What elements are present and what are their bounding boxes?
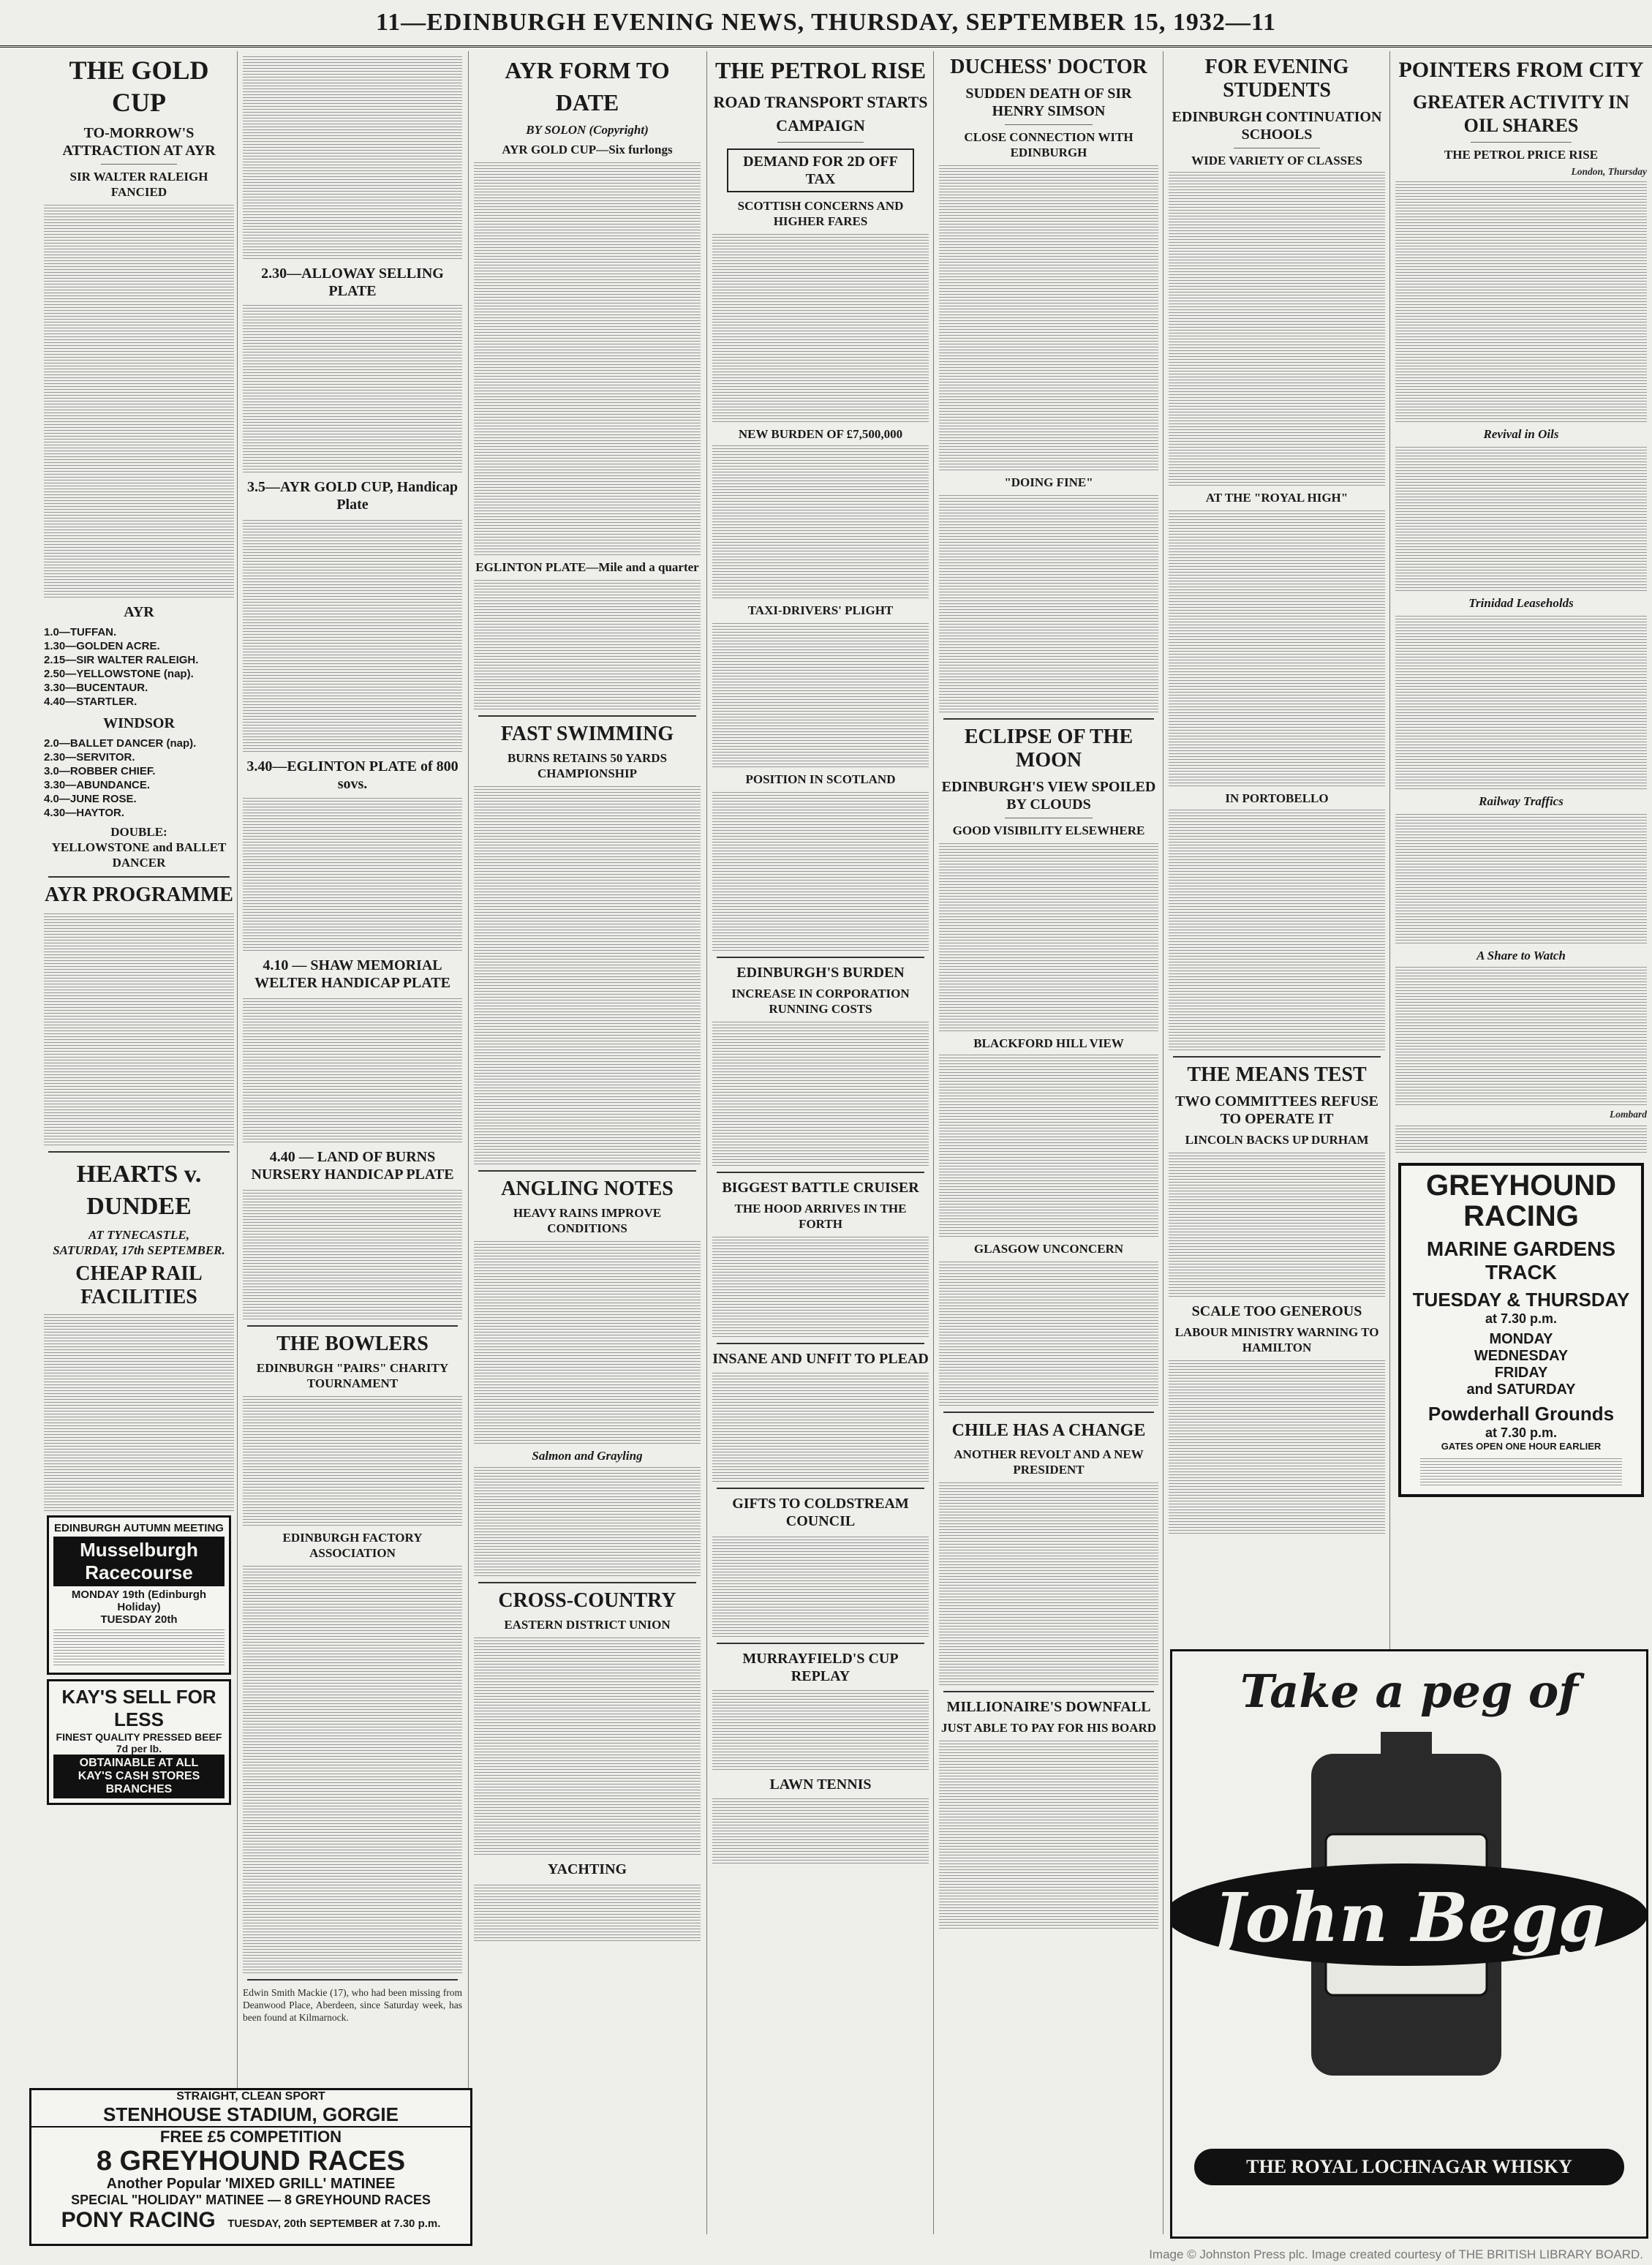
article-body: [939, 841, 1158, 1031]
race-card: [243, 54, 462, 259]
race-card: [243, 797, 462, 951]
headline-petrol-rise: THE PETROL RISE: [714, 57, 927, 83]
article-body: [1395, 812, 1647, 943]
headline-means-test: THE MEANS TEST: [1187, 1063, 1367, 1086]
race-card: [243, 304, 462, 472]
subheading-scottish-concerns: SCOTTISH CONCERNS AND HIGHER FARES: [737, 199, 904, 228]
column-rule: [468, 51, 469, 2234]
ad-line-1: Take a peg of: [1240, 1665, 1578, 1718]
autumn-line-2: Musselburgh Racecourse: [53, 1537, 225, 1586]
subheading-revolt: ANOTHER REVOLT AND A NEW PRESIDENT: [954, 1447, 1144, 1477]
headline-battle-cruiser: BIGGEST BATTLE CRUISER: [722, 1180, 919, 1196]
subheading-scale: SCALE TOO GENEROUS: [1191, 1303, 1362, 1319]
windsor-selections: 2.0—BALLET DANCER (nap). 2.30—SERVITOR. 3.0—ROBBER CHIEF. 3.30—ABUNDANCE. 4.0—JUNE ROSE. 4.30—HAYTOR.: [44, 737, 197, 819]
headline-angling: ANGLING NOTES: [501, 1177, 674, 1200]
race-card: [243, 1188, 462, 1319]
grey-line-4: at 7.30 p.m.: [1485, 1311, 1558, 1326]
subheading-clouds: EDINBURGH'S VIEW SPOILED BY CLOUDS: [941, 779, 1156, 813]
subheading-watch: A Share to Watch: [1476, 949, 1566, 962]
subheading-salmon: Salmon and Grayling: [532, 1449, 643, 1463]
stadium-line-8: TUESDAY, 20th SEPTEMBER at 7.30 p.m.: [227, 2217, 441, 2230]
article-body: [474, 784, 701, 1164]
article-body: [712, 445, 929, 598]
subheading-close-connection: CLOSE CONNECTION WITH EDINBURGH: [964, 130, 1134, 159]
headline-murrayfield: MURRAYFIELD'S CUP REPLAY: [742, 1651, 899, 1684]
ad-line-3: THE ROYAL LOCHNAGAR WHISKY: [1194, 2149, 1624, 2185]
autumn-meeting-ad: [47, 1515, 231, 1675]
subheading-blackford: BLACKFORD HILL VIEW: [973, 1036, 1124, 1050]
stadium-line-6: SPECIAL "HOLIDAY" MATINEE — 8 GREYHOUND RACES: [71, 2193, 431, 2207]
subheading-doing-fine: "DOING FINE": [1004, 475, 1093, 489]
subheading-glasgow: GLASGOW UNCONCERN: [973, 1242, 1124, 1256]
subheading-demand: DEMAND FOR 2D OFF TAX: [727, 148, 914, 192]
ayr-selections: 1.0—TUFFAN. 1.30—GOLDEN ACRE. 2.15—SIR WALTER RALEIGH. 2.50—YELLOWSTONE (nap). 3.30—BUCENTAUR. 4.40—STARTLER.: [44, 626, 199, 708]
subheadline-attraction: TO-MORROW'S ATTRACTION AT AYR: [62, 125, 216, 159]
subheading-position: POSITION IN SCOTLAND: [745, 772, 896, 786]
grey-line-8: GATES OPEN ONE HOUR EARLIER: [1441, 1441, 1602, 1452]
race-heading-eglinton: 3.40—EGLINTON PLATE of 800 sovs.: [246, 758, 459, 792]
article-body: [712, 1235, 929, 1337]
article-body: [712, 790, 929, 951]
subheading-eastern: EASTERN DISTRICT UNION: [504, 1618, 671, 1632]
article-body: [939, 1259, 1158, 1406]
column-4: [712, 51, 929, 2238]
subheading-variety: WIDE VARIETY OF CLASSES: [1191, 154, 1362, 167]
headline-evening-students: FOR EVENING STUDENTS: [1204, 56, 1349, 102]
article-body: [939, 493, 1158, 712]
kilmarnock-item: Edwin Smith Mackie (17), who had been missing from Deanwood Place, Aberdeen, since Saturday week, has been found at Kilmarnock.: [243, 1987, 462, 2023]
article-body: [1169, 508, 1385, 786]
windsor-heading: WINDSOR: [103, 715, 175, 731]
dateline: London, Thursday: [1571, 166, 1647, 177]
article-body: [1169, 1358, 1385, 1534]
article-body: [939, 1054, 1158, 1237]
autumn-line-1: EDINBURGH AUTUMN MEETING: [54, 1522, 224, 1534]
article-body: [44, 203, 234, 598]
article-body: [243, 1394, 462, 1526]
subheading-continuation: EDINBURGH CONTINUATION SCHOOLS: [1172, 109, 1382, 143]
article-body: [474, 1239, 701, 1444]
ayr-heading: AYR: [124, 604, 154, 620]
headline-pointers-city: POINTERS FROM CITY: [1398, 58, 1644, 82]
subheading-new-burden: NEW BURDEN OF £7,500,000: [738, 427, 903, 441]
signature-lombard: Lombard: [1609, 1109, 1647, 1120]
column-5: [939, 51, 1158, 2238]
factory-heading: EDINBURGH FACTORY ASSOCIATION: [282, 1531, 423, 1560]
john-begg-ad: [1170, 1649, 1648, 2239]
stadium-line-5: Another Popular 'MIXED GRILL' MATINEE: [106, 2176, 396, 2192]
headline-duchess-doctor: DUCHESS' DOCTOR: [950, 56, 1147, 78]
article-body: [712, 1689, 929, 1770]
grey-line-7: at 7.30 p.m.: [1485, 1425, 1558, 1440]
form-list: [474, 578, 701, 709]
stadium-line-3: FREE £5 COMPETITION: [159, 2128, 342, 2146]
greyhound-racing-ad: [1398, 1163, 1644, 1497]
headline-gold-cup: THE GOLD CUP: [69, 56, 209, 117]
column-rule: [933, 51, 934, 2234]
article-body: [712, 1372, 929, 1482]
subheading-eglinton: EGLINTON PLATE—Mile and a quarter: [475, 560, 699, 574]
kays-ad: [47, 1679, 231, 1805]
subheading-hood: THE HOOD ARRIVES IN THE FORTH: [734, 1202, 907, 1231]
article-body: [474, 1635, 701, 1855]
article-body: [1169, 809, 1385, 1050]
race-heading-gold-cup: 3.5—AYR GOLD CUP, Handicap Plate: [246, 479, 459, 513]
article-body: [712, 1798, 929, 1863]
subheading-revival: Revival in Oils: [1483, 427, 1559, 441]
article-body: [1169, 171, 1385, 486]
copyright-watermark: Image © Johnston Press plc. Image created courtesy of THE BRITISH LIBRARY BOARD.: [1149, 2247, 1643, 2261]
column-rule: [706, 51, 707, 2234]
article-body: [1395, 181, 1647, 422]
stenhouse-stadium-ad: [29, 2088, 472, 2246]
subheading-portobello: IN PORTOBELLO: [1225, 791, 1329, 805]
subheading-gold-cup: AYR GOLD CUP—Six furlongs: [502, 143, 673, 157]
kays-line-2: FINEST QUALITY PRESSED BEEF 7d per lb.: [56, 1731, 222, 1755]
form-list: [474, 160, 701, 555]
article-body: [712, 621, 929, 767]
subheading-road-transport: ROAD TRANSPORT STARTS CAMPAIGN: [713, 93, 928, 135]
autumn-line-3: MONDAY 19th (Edinburgh Holiday) TUESDAY 20th: [71, 1588, 207, 1626]
stadium-line-4: 8 GREYHOUND RACES: [96, 2146, 406, 2177]
subheading-refuse: TWO COMMITTEES REFUSE TO OPERATE IT: [1175, 1093, 1378, 1127]
subheading-burns: BURNS RETAINS 50 YARDS CHAMPIONSHIP: [507, 751, 668, 780]
grey-line-6: Powderhall Grounds: [1427, 1403, 1615, 1425]
subheading-pay-board: JUST ABLE TO PAY FOR HIS BOARD: [940, 1721, 1157, 1735]
ad-line-2: John Begg: [1213, 1878, 1605, 1957]
stadium-line-2: STENHOUSE STADIUM, GORGIE: [31, 2103, 470, 2128]
article-body: [1395, 614, 1647, 789]
article-body: [939, 163, 1158, 470]
grey-line-2: MARINE GARDENS TRACK: [1426, 1237, 1616, 1284]
headline-insane: INSANE AND UNFIT TO PLEAD: [712, 1351, 929, 1367]
subheading-oil-shares: GREATER ACTIVITY IN OIL SHARES: [1412, 91, 1630, 136]
article-body: [1169, 1150, 1385, 1297]
headline-ayr-form: AYR FORM TO DATE: [505, 57, 670, 116]
column-1: [44, 51, 234, 2238]
headline-millionaire: MILLIONAIRE'S DOWNFALL: [946, 1699, 1151, 1715]
headline-edinburgh-burden: EDINBURGH'S BURDEN: [736, 965, 905, 981]
article-body: [939, 1738, 1158, 1929]
article-body: [939, 1480, 1158, 1685]
subheading-corporation: INCREASE IN CORPORATION RUNNING COSTS: [731, 987, 910, 1016]
column-2: [243, 51, 462, 2077]
subheading-labour: LABOUR MINISTRY WARNING TO HAMILTON: [1174, 1325, 1379, 1354]
headline-lawn-tennis: LAWN TENNIS: [769, 1776, 872, 1793]
kays-line-3: OBTAINABLE AT ALL KAY'S CASH STORES BRANCHES: [53, 1755, 225, 1798]
headline-fast-swimming: FAST SWIMMING: [500, 723, 674, 745]
subheading-heavy-rains: HEAVY RAINS IMPROVE CONDITIONS: [513, 1206, 662, 1235]
subheading-petrol-price: THE PETROL PRICE RISE: [1444, 148, 1599, 162]
headline-eclipse: ECLIPSE OF THE MOON: [964, 726, 1134, 772]
article-body: [474, 1883, 701, 1941]
double-selection: DOUBLE: YELLOWSTONE and BALLET DANCER: [51, 825, 227, 870]
article-body: [243, 1564, 462, 1973]
column-rule: [237, 51, 238, 2234]
subheading-lincoln: LINCOLN BACKS UP DURHAM: [1185, 1133, 1369, 1147]
stadium-line-7: PONY RACING: [61, 2208, 216, 2232]
stadium-line-1: STRAIGHT, CLEAN SPORT: [176, 2090, 325, 2103]
article-body: [712, 1534, 929, 1637]
subheading-simson: SUDDEN DEATH OF SIR HENRY SIMSON: [965, 86, 1132, 119]
race-heading-shaw: 4.10 — SHAW MEMORIAL WELTER HANDICAP PLATE: [254, 957, 450, 991]
subheadline-raleigh: SIR WALTER RALEIGH FANCIED: [69, 170, 208, 199]
rail-table: [44, 1314, 234, 1511]
race-heading-land-of-burns: 4.40 — LAND OF BURNS NURSERY HANDICAP PLATE: [251, 1149, 454, 1183]
grey-line-1: GREYHOUND RACING: [1425, 1169, 1617, 1232]
hearts-dundee-sub: AT TYNECASTLE, SATURDAY, 17th SEPTEMBER.: [53, 1228, 225, 1257]
article-body: [712, 1020, 929, 1166]
headline-chile: CHILE HAS A CHANGE: [951, 1421, 1146, 1440]
column-3: [474, 51, 701, 2238]
bowlers-sub: EDINBURGH "PAIRS" CHARITY TOURNAMENT: [256, 1361, 449, 1390]
cheap-rail-heading: CHEAP RAIL FACILITIES: [75, 1262, 203, 1308]
grey-line-3: TUESDAY & THURSDAY: [1412, 1289, 1630, 1311]
byline-solon: BY SOLON (Copyright): [526, 123, 649, 137]
hearts-dundee-heading: HEARTS v. DUNDEE: [76, 1161, 202, 1220]
column-6: [1169, 51, 1385, 1646]
race-card: [243, 996, 462, 1142]
subheading-railway: Railway Traffics: [1479, 794, 1564, 808]
article-body: [1395, 1123, 1647, 1153]
subheading-taxi: TAXI-DRIVERS' PLIGHT: [747, 603, 894, 617]
grey-line-5: MONDAY WEDNESDAY FRIDAY and SATURDAY: [1466, 1331, 1576, 1398]
subheading-visibility: GOOD VISIBILITY ELSEWHERE: [952, 824, 1145, 837]
programme-list: [44, 911, 234, 1145]
subheading-trinidad: Trinidad Leaseholds: [1468, 596, 1574, 610]
ayr-programme-heading: AYR PROGRAMME: [45, 883, 233, 906]
subheading-royal-high: AT THE "ROYAL HIGH": [1205, 491, 1349, 505]
race-card: [243, 518, 462, 752]
article-body: [1395, 966, 1647, 1105]
headline-yachting: YACHTING: [547, 1861, 627, 1877]
masthead: 11—EDINBURGH EVENING NEWS, THURSDAY, SEPTEMBER 15, 1932—11: [0, 0, 1652, 48]
headline-gifts: GIFTS TO COLDSTREAM COUNCIL: [732, 1496, 909, 1529]
column-7: [1395, 51, 1647, 1646]
article-body: [1395, 445, 1647, 591]
bowlers-heading: THE BOWLERS: [276, 1333, 429, 1355]
kays-line-1: KAY'S SELL FOR LESS: [61, 1686, 216, 1730]
article-body: [712, 232, 929, 422]
article-body: [474, 1466, 701, 1576]
race-heading-alloway: 2.30—ALLOWAY SELLING PLATE: [261, 265, 444, 299]
headline-cross-country: CROSS-COUNTRY: [498, 1589, 676, 1612]
